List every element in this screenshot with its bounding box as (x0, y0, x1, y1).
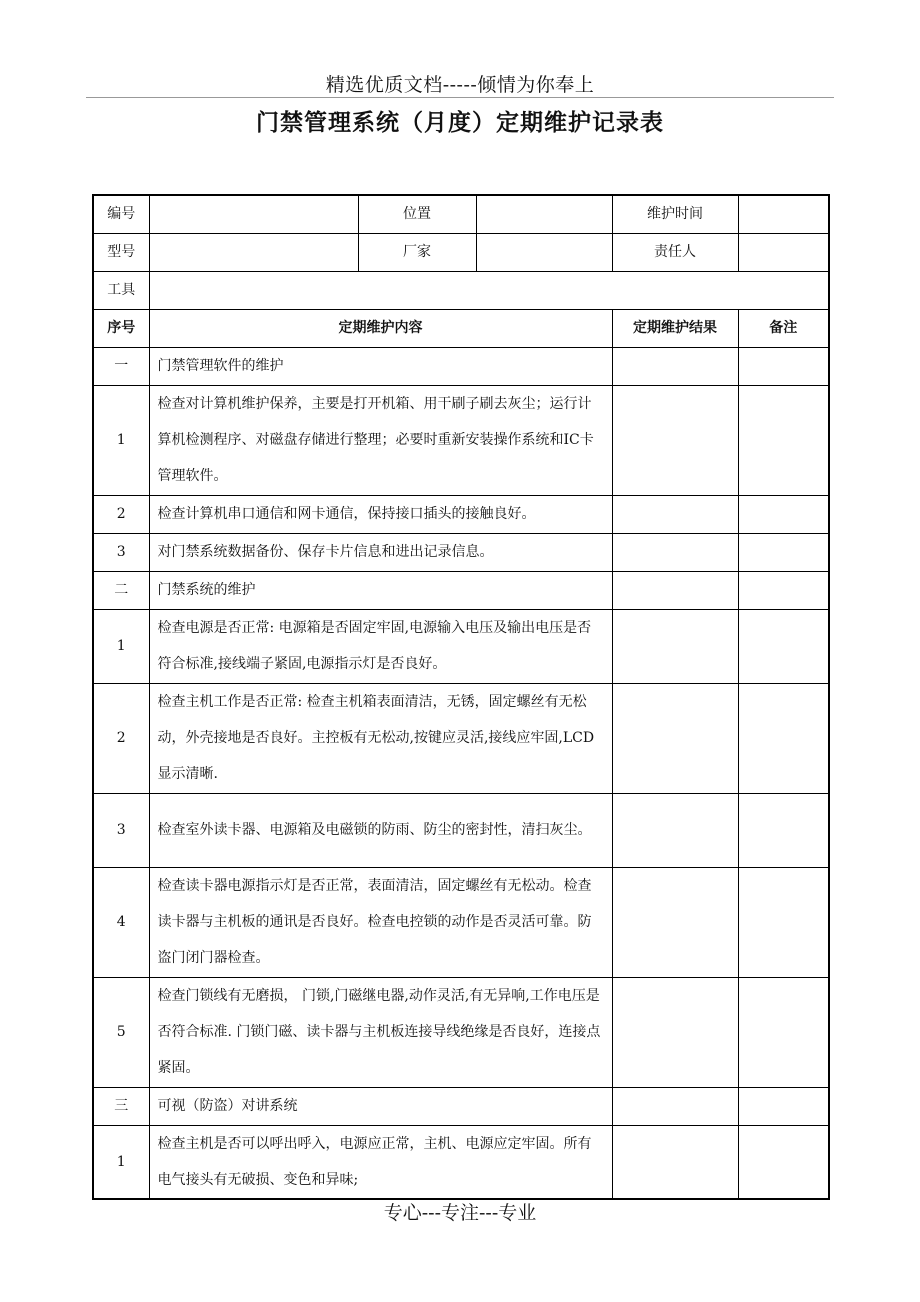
vendor-value-cell[interactable] (476, 233, 612, 271)
row-result-cell[interactable] (612, 793, 738, 867)
position-label: 位置 (358, 195, 476, 233)
row-result-cell[interactable] (612, 609, 738, 683)
row-seq: 1 (93, 1125, 149, 1199)
time-value-cell[interactable] (738, 195, 829, 233)
row-result-cell[interactable] (612, 571, 738, 609)
page-footer: 专心---专注---专业 (383, 1202, 537, 1224)
seq-header: 序号 (93, 309, 149, 347)
row-seq: 三 (93, 1087, 149, 1125)
table-row (93, 385, 829, 495)
row-content: 检查读卡器电源指示灯是否正常，表面清洁，固定螺丝有无松动。检查读卡器与主机板的通讯是否良好。检查电控锁的动作是否灵活可靠。防盗门闭门器检查。 (149, 867, 612, 977)
page-header: 精选优质文档-----倾情为你奉上 (325, 74, 595, 96)
row-note-cell[interactable] (738, 533, 829, 571)
row-content: 检查对计算机维护保养，主要是打开机箱、用干刷子刷去灰尘；运行计算机检测程序、对磁盘存储进行整理；必要时重新安装操作系统和IC卡管理软件。 (149, 385, 612, 495)
row-note-cell[interactable] (738, 571, 829, 609)
note-header: 备注 (738, 309, 829, 347)
row-seq: 4 (93, 867, 149, 977)
row-seq: 3 (93, 793, 149, 867)
position-value-cell[interactable] (476, 195, 612, 233)
table-row (93, 867, 829, 977)
number-value-cell[interactable] (149, 195, 358, 233)
table-row (93, 1125, 829, 1199)
row-seq: 1 (93, 385, 149, 495)
column-header-row (93, 309, 829, 347)
row-seq: 1 (93, 609, 149, 683)
header-divider (86, 97, 834, 98)
content-header: 定期维护内容 (149, 309, 612, 347)
row-result-cell[interactable] (612, 385, 738, 495)
row-result-cell[interactable] (612, 1087, 738, 1125)
info-row-2 (93, 233, 829, 271)
model-value-cell[interactable] (149, 233, 358, 271)
row-result-cell[interactable] (612, 1125, 738, 1199)
row-content: 对门禁系统数据备份、保存卡片信息和进出记录信息。 (149, 533, 612, 571)
row-result-cell[interactable] (612, 495, 738, 533)
table-row (93, 609, 829, 683)
vendor-label: 厂家 (358, 233, 476, 271)
row-note-cell[interactable] (738, 867, 829, 977)
table-row (93, 793, 829, 867)
row-content: 门禁管理软件的维护 (149, 347, 612, 385)
row-note-cell[interactable] (738, 495, 829, 533)
row-content: 检查主机是否可以呼出呼入，电源应正常，主机、电源应定牢固。所有电气接头有无破损、变色和异味; (149, 1125, 612, 1199)
maintenance-record-table (92, 194, 830, 1200)
table-row (93, 347, 829, 385)
tools-value-cell[interactable] (149, 271, 829, 309)
row-note-cell[interactable] (738, 977, 829, 1087)
row-note-cell[interactable] (738, 347, 829, 385)
owner-value-cell[interactable] (738, 233, 829, 271)
row-seq: 2 (93, 683, 149, 793)
document-title: 门禁管理系统（月度）定期维护记录表 (256, 110, 664, 136)
row-result-cell[interactable] (612, 867, 738, 977)
row-seq: 2 (93, 495, 149, 533)
row-seq: 3 (93, 533, 149, 571)
table-row (93, 495, 829, 533)
row-seq: 5 (93, 977, 149, 1087)
row-note-cell[interactable] (738, 793, 829, 867)
table-row (93, 977, 829, 1087)
row-content: 可视（防盗）对讲系统 (149, 1087, 612, 1125)
row-note-cell[interactable] (738, 1125, 829, 1199)
info-row-1 (93, 195, 829, 233)
row-note-cell[interactable] (738, 683, 829, 793)
row-content: 检查计算机串口通信和网卡通信，保持接口插头的接触良好。 (149, 495, 612, 533)
row-content: 检查电源是否正常: 电源箱是否固定牢固,电源输入电压及输出电压是否符合标准,接线端子紧固,电源指示灯是否良好。 (149, 609, 612, 683)
table-row (93, 1087, 829, 1125)
row-result-cell[interactable] (612, 347, 738, 385)
table-row (93, 683, 829, 793)
row-seq: 二 (93, 571, 149, 609)
row-content: 检查门锁线有无磨损， 门锁,门磁继电器,动作灵活,有无异响,工作电压是否符合标准. 门锁门磁、读卡器与主机板连接导线绝缘是否良好，连接点紧固。 (149, 977, 612, 1087)
row-content: 检查主机工作是否正常: 检查主机箱表面清洁，无锈，固定螺丝有无松动，外壳接地是否良好。主控板有无松动,按键应灵活,接线应牢固,LCD显示清晰. (149, 683, 612, 793)
table-row (93, 533, 829, 571)
tools-label: 工具 (93, 271, 149, 309)
tools-row (93, 271, 829, 309)
row-note-cell[interactable] (738, 1087, 829, 1125)
owner-label: 责任人 (612, 233, 738, 271)
row-note-cell[interactable] (738, 609, 829, 683)
model-label: 型号 (93, 233, 149, 271)
table-row (93, 571, 829, 609)
time-label: 维护时间 (612, 195, 738, 233)
row-content: 门禁系统的维护 (149, 571, 612, 609)
row-result-cell[interactable] (612, 977, 738, 1087)
row-note-cell[interactable] (738, 385, 829, 495)
row-content: 检查室外读卡器、电源箱及电磁锁的防雨、防尘的密封性，清扫灰尘。 (149, 793, 612, 867)
row-result-cell[interactable] (612, 533, 738, 571)
number-label: 编号 (93, 195, 149, 233)
row-seq: 一 (93, 347, 149, 385)
result-header: 定期维护结果 (612, 309, 738, 347)
row-result-cell[interactable] (612, 683, 738, 793)
